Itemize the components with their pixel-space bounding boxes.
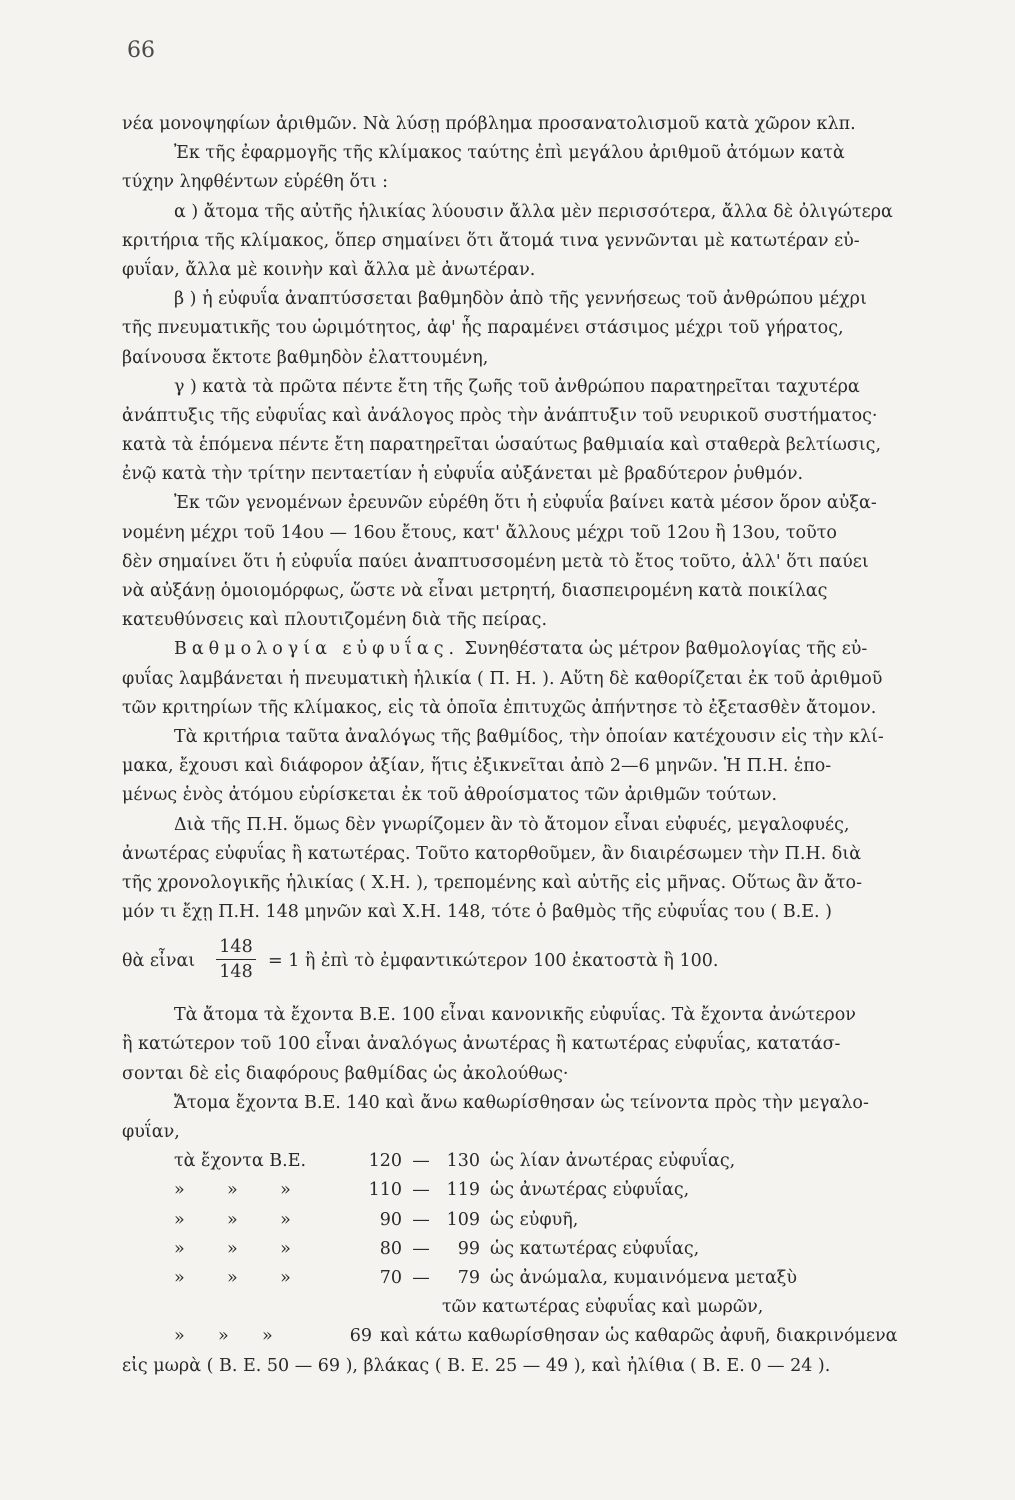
- text-line: α ) ἄτομα τῆς αὐτῆς ἡλικίας λύουσιν ἄλλα μὲν περισσότερα, ἄλλα δὲ ὀλιγώτερα: [174, 201, 893, 222]
- text-line: Τὰ ἄτομα τὰ ἔχοντα Β.Ε. 100 εἶναι κανονικῆς εὐφυΐας. Τὰ ἔχοντα ἀνώτερον: [174, 1005, 856, 1026]
- text-line: Ἐκ τῶν γενομένων ἐρευνῶν εὑρέθη ὅτι ἡ εὐφυΐα βαίνει κατὰ μέσον ὅρον αὐξα-: [174, 493, 877, 514]
- grade-desc: ὡς ἀνωτέρας εὐφυΐας,: [490, 1180, 690, 1201]
- section-heading-line: [122, 635, 960, 664]
- text-line: μένως ἑνὸς ἀτόμου εὑρίσκεται ἐκ τοῦ ἀθροίσματος τῶν ἀριθμῶν τούτων.: [122, 785, 778, 806]
- page-number: 66: [127, 38, 155, 63]
- grade-from: 69: [349, 1326, 372, 1347]
- grade-dash: —: [412, 1180, 430, 1201]
- formula-line: [122, 927, 960, 991]
- grade-desc: ὡς ἀνώμαλα, κυμαινόμενα μεταξὺ: [490, 1268, 798, 1288]
- grade-dash: —: [412, 1238, 430, 1259]
- text-line: κριτήρια τῆς κλίμακος, ὅπερ σημαίνει ὅτι ἄτομά τινα γεννῶνται μὲ κατωτέραν εὐ-: [122, 230, 860, 251]
- grade-from: 120: [368, 1151, 402, 1172]
- fraction-denominator: 148: [219, 962, 253, 983]
- text-line: δὲν σημαίνει ὅτι ἡ εὐφυΐα παύει ἀναπτυσσομένη μετὰ τὸ ἔτος τοῦτο, ἀλλ' ὅτι παύει: [122, 551, 869, 572]
- text-line: σονται δὲ εἰς διαφόρους βαθμίδας ὡς ἀκολούθως·: [122, 1063, 569, 1084]
- grade-desc: ὡς εὐφυῆ,: [490, 1209, 579, 1230]
- grade-desc: καὶ κάτω καθωρίσθησαν ὡς καθαρῶς ἀφυῆ, διακρινόμενα: [380, 1326, 898, 1347]
- ditto-mark: »: [218, 1326, 229, 1347]
- text-line: μόν τι ἔχῃ Π.Η. 148 μηνῶν καὶ Χ.Η. 148, τότε ὁ βαθμὸς τῆς εὐφυΐας του ( Β.Ε. ): [122, 902, 833, 923]
- text-line: Ἐκ τῆς ἐφαρμογῆς τῆς κλίμακος ταύτης ἐπὶ μεγάλου ἀριθμοῦ ἀτόμων κατὰ: [174, 143, 845, 164]
- ditto-mark: »: [174, 1180, 185, 1201]
- grade-table-last: [174, 1322, 897, 1351]
- text-line: νὰ αὐξάνῃ ὁμοιομόρφως, ὥστε νὰ εἶναι μετρητή, διασπειρομένη κατὰ ποικίλας: [122, 581, 828, 601]
- text-line: Ἄτομα ἔχοντα Β.Ε. 140 καὶ ἄνω καθωρίσθησαν ὡς τείνοντα πρὸς τὴν μεγαλο-: [174, 1092, 869, 1113]
- grade-row: [174, 1322, 897, 1351]
- ditto-mark: »: [262, 1326, 273, 1347]
- text-line: τῶν κατωτέρας εὐφυΐας καὶ μωρῶν,: [442, 1297, 764, 1318]
- ditto-mark: »: [227, 1180, 238, 1201]
- text-line: νομένη μέχρι τοῦ 14ου — 16ου ἔτους, κατ' ἄλλους μέχρι τοῦ 12ου ἢ 13ου, τοῦτο: [122, 522, 837, 543]
- text-line: ἢ κατώτερον τοῦ 100 εἶναι ἀναλόγως ἀνωτέρας ἢ κατωτέρας εὐφυΐας, κατατάσ-: [122, 1034, 841, 1055]
- text-line: Τὰ κριτήρια ταῦτα ἀναλόγως τῆς βαθμίδος, τὴν ὁποίαν κατέχουσιν εἰς τὴν κλί-: [174, 726, 884, 747]
- grade-to: 99: [457, 1238, 480, 1259]
- text-line: Συνηθέστατα ὡς μέτρον βαθμολογίας τῆς εὐ-: [459, 639, 868, 660]
- grade-desc: ὡς κατωτέρας εὐφυΐας,: [490, 1238, 700, 1259]
- ditto-mark: »: [174, 1326, 185, 1347]
- fraction-numerator: 148: [216, 935, 256, 960]
- grade-row: [174, 1206, 797, 1235]
- grade-table: [174, 1147, 797, 1293]
- text-line: μακα, ἔχουσι καὶ διάφορον ἀξίαν, ἥτις ἐξικνεῖται ἀπὸ 2—6 μηνῶν. Ἡ Π.Η. ἑπο-: [122, 756, 832, 777]
- text-line: ἀνάπτυξις τῆς εὐφυΐας καὶ ἀνάλογος πρὸς τὴν ἀνάπτυξιν τοῦ νευρικοῦ συστήματος·: [122, 405, 878, 426]
- text-line: τῆς χρονολογικῆς ἡλικίας ( Χ.Η. ), τρεπομένης καὶ αὐτῆς εἰς μῆνας. Οὕτως ἂν ἄτο-: [122, 872, 862, 893]
- grade-from: 80: [379, 1238, 402, 1259]
- grade-to: 130: [446, 1151, 480, 1172]
- text-line: φυΐαν, ἄλλα μὲ κοινὴν καὶ ἄλλα μὲ ἀνωτέραν.: [122, 259, 536, 280]
- page-body: [122, 110, 960, 1381]
- text-line: κατὰ τὰ ἑπόμενα πέντε ἔτη παρατηρεῖται ὡσαύτως βαθμιαία καὶ σταθερὰ βελτίωσις,: [122, 435, 882, 456]
- grade-desc: ὡς λίαν ἀνωτέρας εὐφυΐας,: [490, 1151, 736, 1172]
- text-line: β ) ἡ εὐφυΐα ἀναπτύσσεται βαθμηδὸν ἀπὸ τῆς γεννήσεως τοῦ ἀνθρώπου μέχρι: [174, 289, 867, 310]
- grade-dash: —: [412, 1209, 430, 1230]
- grade-from: 110: [368, 1180, 402, 1201]
- grade-row: [174, 1147, 797, 1176]
- ditto-mark: »: [227, 1238, 238, 1259]
- grade-to: 119: [446, 1180, 480, 1201]
- text-line: βαίνουσα ἔκτοτε βαθμηδὸν ἐλαττουμένη,: [122, 347, 489, 368]
- grade-to: 109: [446, 1209, 480, 1230]
- grade-row: [174, 1235, 797, 1264]
- text-line: νέα μονοψηφίων ἀριθμῶν. Νὰ λύσῃ πρόβλημα προσανατολισμοῦ κατὰ χῶρον κλπ.: [122, 114, 856, 134]
- grade-label: τὰ ἔχοντα Β.Ε.: [174, 1151, 307, 1172]
- ditto-mark: »: [174, 1268, 185, 1288]
- formula-result: = 1 ἢ ἐπὶ τὸ ἐμφαντικώτερον 100 ἑκατοστὰ ἢ 100.: [268, 951, 719, 972]
- text-line: τύχην ληφθέντων εὑρέθη ὅτι :: [122, 172, 389, 193]
- ditto-mark: »: [227, 1268, 238, 1288]
- formula-prefix: θὰ εἶναι: [122, 951, 196, 972]
- fraction: [216, 935, 256, 984]
- grade-row: [174, 1264, 797, 1293]
- ditto-mark: »: [280, 1180, 291, 1201]
- grade-dash: —: [412, 1268, 430, 1288]
- ditto-mark: »: [174, 1238, 185, 1259]
- text-line: φυΐαν,: [122, 1122, 180, 1142]
- text-line: Διὰ τῆς Π.Η. ὅμως δὲν γνωρίζομεν ἂν τὸ ἄτομον εἶναι εὐφυές, μεγαλοφυές,: [174, 814, 850, 835]
- grade-from: 90: [379, 1209, 402, 1230]
- text-line: τῆς πνευματικῆς του ὡριμότητος, ἀφ' ἧς παραμένει στάσιμος μέχρι τοῦ γήρατος,: [122, 318, 844, 339]
- grade-from: 70: [379, 1268, 402, 1288]
- grade-to: 79: [457, 1268, 480, 1288]
- text-line: εἰς μωρὰ ( Β. Ε. 50 — 69 ), βλάκας ( Β. Ε. 25 — 49 ), καὶ ἠλίθια ( Β. Ε. 0 — 24 ).: [122, 1355, 831, 1376]
- ditto-mark: »: [174, 1209, 185, 1230]
- grade-row: [174, 1176, 797, 1205]
- text-line: ἀνωτέρας εὐφυΐας ἢ κατωτέρας. Τοῦτο κατορθοῦμεν, ἂν διαιρέσωμεν τὴν Π.Η. διὰ: [122, 843, 862, 864]
- ditto-mark: »: [280, 1268, 291, 1288]
- text-line: φυΐας λαμβάνεται ἡ πνευματικὴ ἡλικία ( Π. Η. ). Αὕτη δὲ καθορίζεται ἐκ τοῦ ἀριθμοῦ: [122, 668, 883, 689]
- grade-dash: —: [412, 1151, 430, 1172]
- text-line: τῶν κριτηρίων τῆς κλίμακος, εἰς τὰ ὁποῖα ἐπιτυχῶς ἀπήντησε τὸ ἐξετασθὲν ἄτομον.: [122, 697, 877, 718]
- section-heading: Βαθμολογία εὐφυΐας.: [174, 639, 460, 660]
- text-line: κατευθύνσεις καὶ πλουτιζομένη διὰ τῆς πείρας.: [122, 610, 548, 631]
- ditto-mark: »: [280, 1238, 291, 1259]
- ditto-mark: »: [280, 1209, 291, 1230]
- text-line: ἐνῷ κατὰ τὴν τρίτην πενταετίαν ἡ εὐφυΐα αὐξάνεται μὲ βραδύτερον ῥυθμόν.: [122, 464, 804, 485]
- ditto-mark: »: [227, 1209, 238, 1230]
- text-line: γ ) κατὰ τὰ πρῶτα πέντε ἔτη τῆς ζωῆς τοῦ ἀνθρώπου παρατηρεῖται ταχυτέρα: [174, 376, 860, 397]
